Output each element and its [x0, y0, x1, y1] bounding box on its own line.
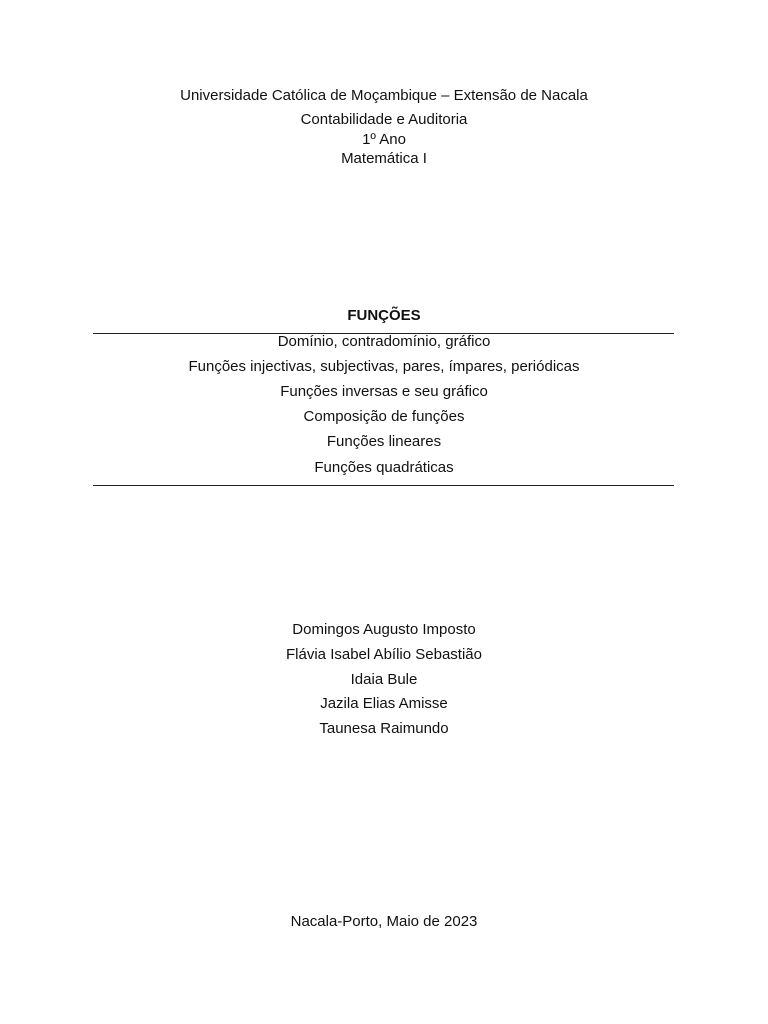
author-name: Jazila Elias Amisse: [320, 695, 448, 712]
subtopic-item: Funções injectivas, subjectivas, pares, ímpares, periódicas: [188, 358, 580, 375]
subtopic-item: Funções lineares: [326, 433, 442, 450]
subtopic-item: Funções inversas e seu gráfico: [280, 383, 488, 400]
institution-name: Universidade Católica de Moçambique – Extensão de Nacala: [180, 87, 588, 104]
course-year: 1º Ano: [362, 131, 406, 148]
subtopic-item: Composição de funções: [303, 408, 465, 425]
author-name: Idaia Bule: [350, 671, 418, 688]
place-and-date: Nacala-Porto, Maio de 2023: [290, 913, 478, 930]
subject-name: Matemática I: [341, 150, 427, 167]
author-name: Domingos Augusto Imposto: [292, 621, 476, 638]
author-name: Flávia Isabel Abílio Sebastião: [286, 646, 482, 663]
topic-title: FUNÇÕES: [347, 307, 421, 324]
bottom-divider: [93, 485, 674, 486]
subtopic-item: Funções quadráticas: [314, 459, 454, 476]
author-name: Taunesa Raimundo: [319, 720, 449, 737]
subtopic-item: Domínio, contradomínio, gráfico: [277, 333, 491, 350]
course-name: Contabilidade e Auditoria: [300, 111, 468, 128]
